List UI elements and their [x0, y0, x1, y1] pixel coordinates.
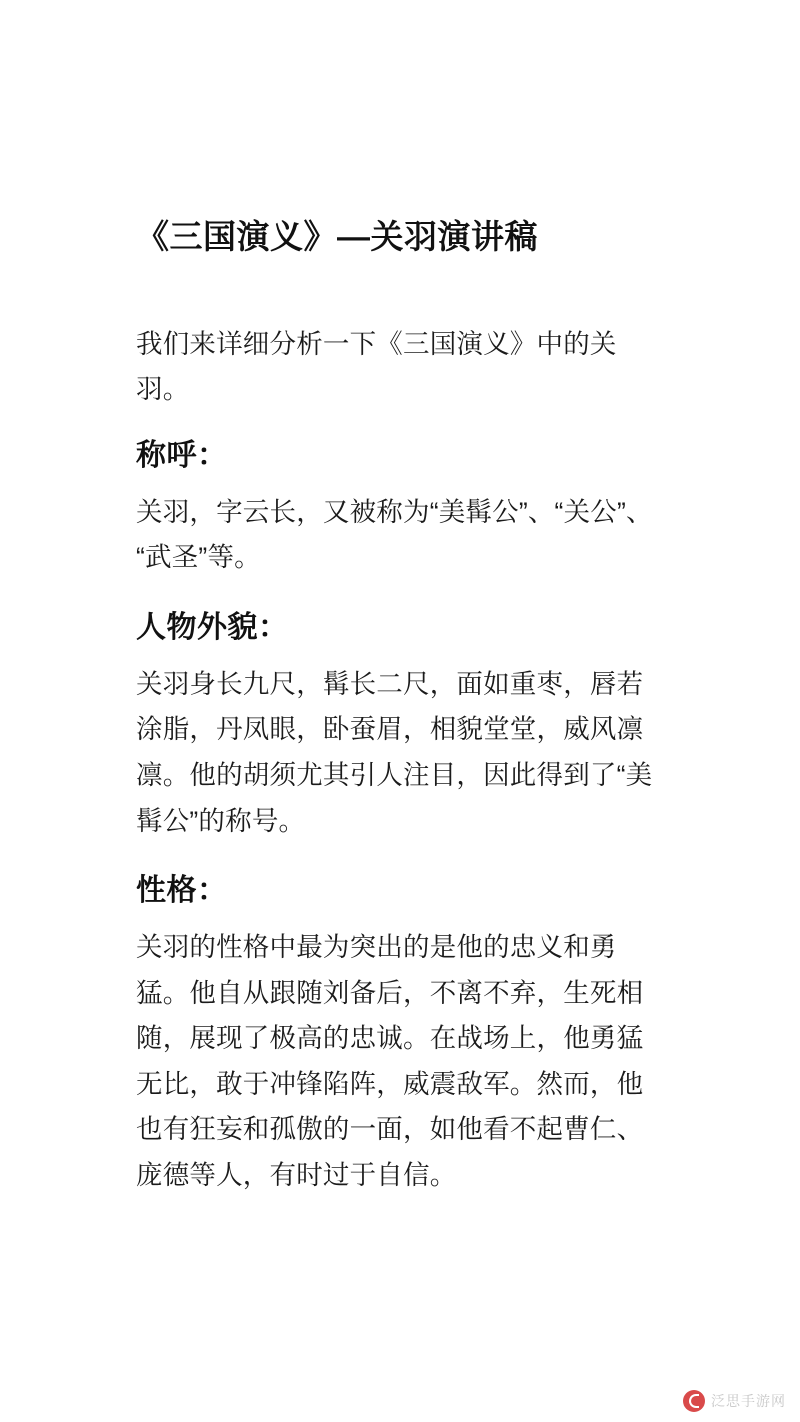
section-body: 关羽的性格中最为突出的是他的忠义和勇猛。他自从跟随刘备后，不离不弃，生死相随，展现了极高的忠诚。在战场上，他勇猛无比，敢于冲锋陷阵，威震敌军。然而，他也有狂妄和孤傲的一面，如他看不起曹仁、庞德等人，有时过于自信。 [136, 932, 644, 1191]
section-heading: 称呼： [136, 438, 228, 472]
section-heading: 性格： [136, 874, 228, 908]
section-chenghu [136, 433, 660, 581]
section-body: 关羽，字云长，又被称为“美髯公”、“关公”、“武圣”等。 [136, 496, 653, 573]
watermark [683, 1390, 786, 1412]
intro-paragraph: 我们来详细分析一下《三国演义》中的关羽。 [136, 328, 617, 405]
section-body: 关羽身长九尺，髯长二尺，面如重枣，唇若涂脂，丹凤眼，卧蚕眉，相貌堂堂，威风凛凛。他的胡须尤其引人注目，因此得到了“美髯公”的称号。 [136, 668, 653, 836]
section-heading: 人物外貌： [136, 610, 289, 644]
watermark-text: 泛思手游网 [711, 1393, 786, 1409]
section-waimao [136, 605, 660, 844]
logo-icon [683, 1390, 705, 1412]
section-xingge [136, 868, 660, 1198]
page-title: 《三国演义》—关羽演讲稿 [136, 218, 538, 255]
